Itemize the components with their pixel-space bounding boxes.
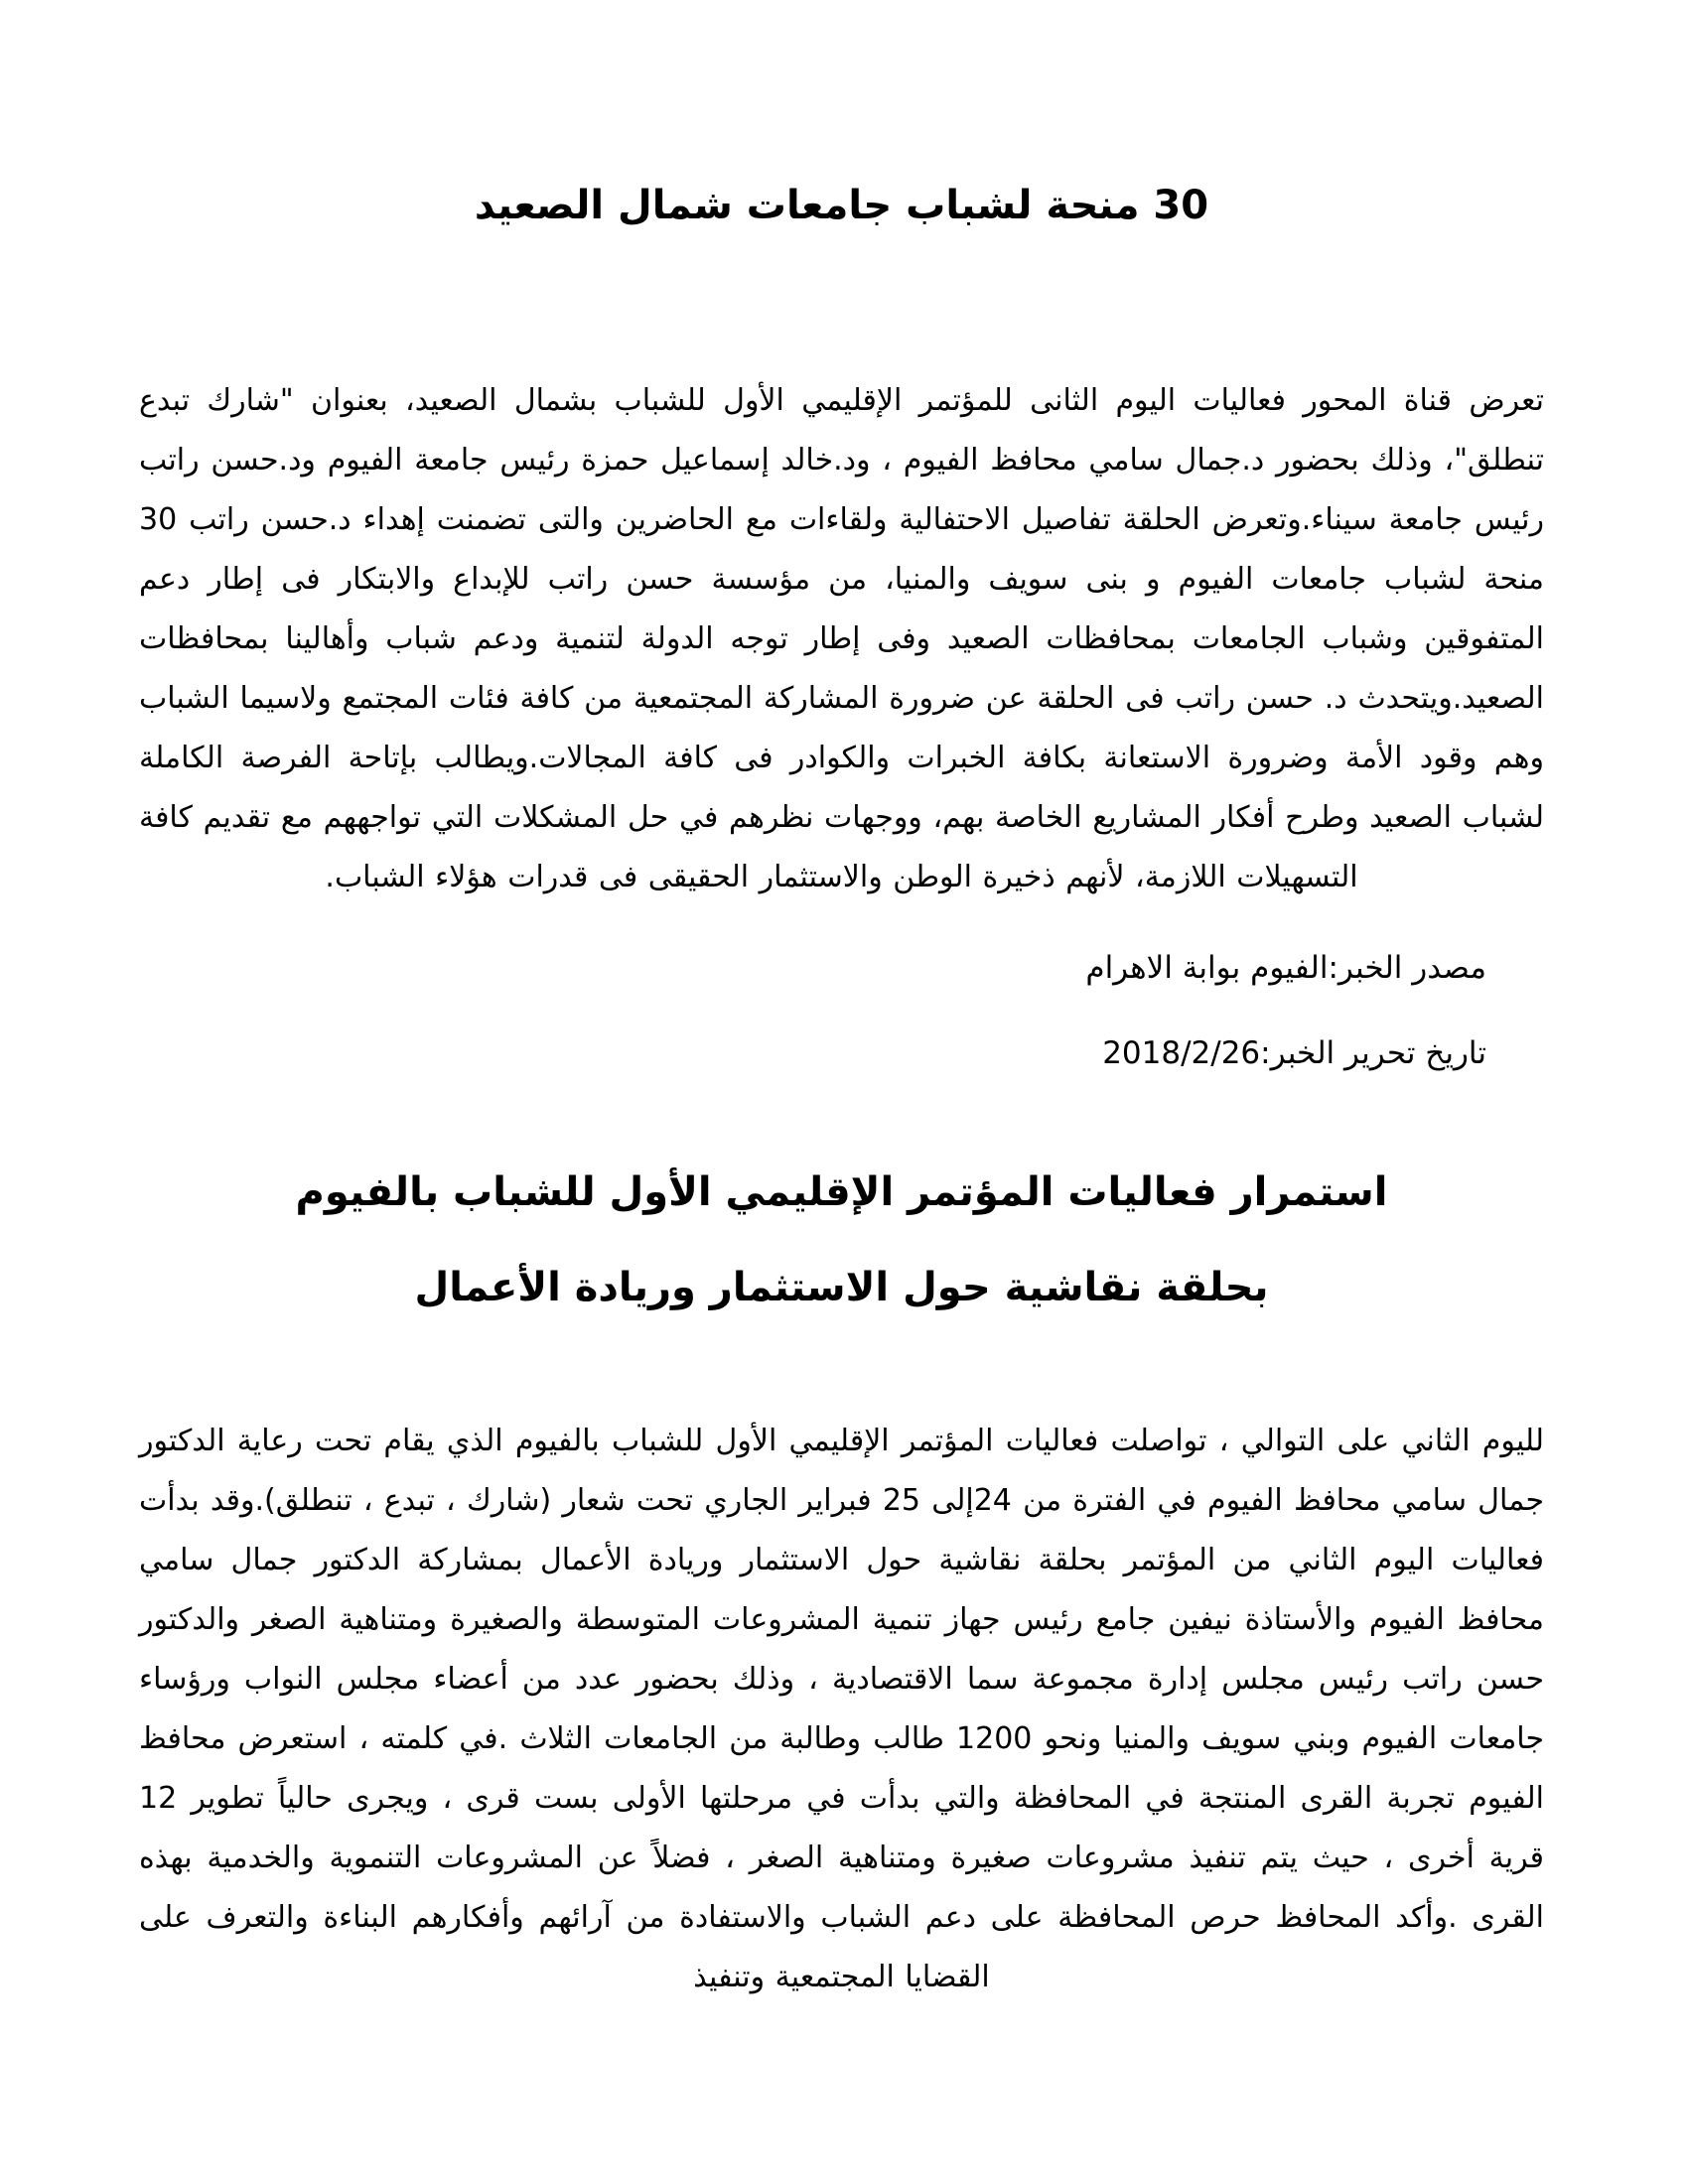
article1-title: 30 منحة لشباب جامعات شمال الصعيد [474, 183, 1209, 228]
article1-source: مصدر الخبر:الفيوم بوابة الاهرام [1085, 950, 1486, 986]
article2-body: لليوم الثاني على التوالي ، تواصلت فعاليات المؤتمر الإقليمي الأول للشباب بالفيوم الذي يقام تحت رعاية الدكتور جمال سامي محافظ الفيوم في الفترة من 24إلى 25 فبراير الجاري تحت شعار (شارك ، تبدع ، تنطلق).وقد بدأت فعاليات اليوم الثاني من المؤتمر بحلقة نقاشية حول الاستثمار وريادة الأعمال بمشاركة الدكتور جمال سامي محافظ الفيوم والأستاذة نيفين جامع رئيس جهاز تنمية المشروعات المتوسطة والصغيرة ومتناهية الصغر والدكتور حسن راتب رئيس مجلس إدارة مجموعة سما الاقتصادية ، وذلك بحضور عدد من أعضاء مجلس النواب ورؤساء جامعات الفيوم وبني سويف والمنيا ونحو 1200 طالب وطالبة من الجامعات الثلاث .في كلمته ، استعرض محافظ الفيوم تجربة القرى المنتجة في المحافظة والتي بدأت في مرحلتها الأولى بست قرى ، ويجرى حالياً تطوير 12 قرية أخرى ، حيث يتم تنفيذ مشروعات صغيرة ومتناهية الصغر ، فضلاً عن المشروعات التنموية والخدمية بهذه القرى .وأكد المحافظ حرص المحافظة على دعم الشباب والاستفادة من آرائهم وأفكارهم البناءة والتعرف على القضايا المجتمعية وتنفيذ [139, 1424, 1544, 1994]
article1-body: تعرض قناة المحور فعاليات اليوم الثانى للمؤتمر الإقليمي الأول للشباب بشمال الصعيد، بعنوان "شارك تبدع تنطلق"، وذلك بحضور د.جمال سامي محافظ الفيوم ، ود.خالد إسماعيل حمزة رئيس جامعة الفيوم ود.حسن راتب رئيس جامعة سيناء.وتعرض الحلقة تفاصيل الاحتفالية ولقاءات مع الحاضرين والتى تضمنت إهداء د.حسن راتب 30 منحة لشباب جامعات الفيوم و بنى سويف والمنيا، من مؤسسة حسن راتب للإبداع والابتكار فى إطار دعم المتفوقين وشباب الجامعات بمحافظات الصعيد وفى إطار توجه الدولة لتنمية ودعم شباب وأهالينا بمحافظات الصعيد.ويتحدث د. حسن راتب فى الحلقة عن ضرورة المشاركة المجتمعية من كافة فئات المجتمع ولاسيما الشباب وهم وقود الأمة وضرورة الاستعانة بكافة الخبرات والكوادر فى كافة المجالات.ويطالب بإتاحة الفرصة الكاملة لشباب الصعيد وطرح أفكار المشاريع الخاصة بهم، ووجهات نظرهم في حل المشكلات التي تواجههم مع تقديم كافة التسهيلات اللازمة، لأنهم ذخيرة الوطن والاستثمار الحقيقى فى قدرات هؤلاء الشباب. [139, 383, 1544, 894]
article1-date: تاريخ تحرير الخبر:2018/2/26 [1102, 1035, 1486, 1071]
article2-title-line2: بحلقة نقاشية حول الاستثمار وريادة الأعمال [414, 1265, 1269, 1310]
article2-title-line1: استمرار فعاليات المؤتمر الإقليمي الأول للشباب بالفيوم [295, 1169, 1388, 1215]
